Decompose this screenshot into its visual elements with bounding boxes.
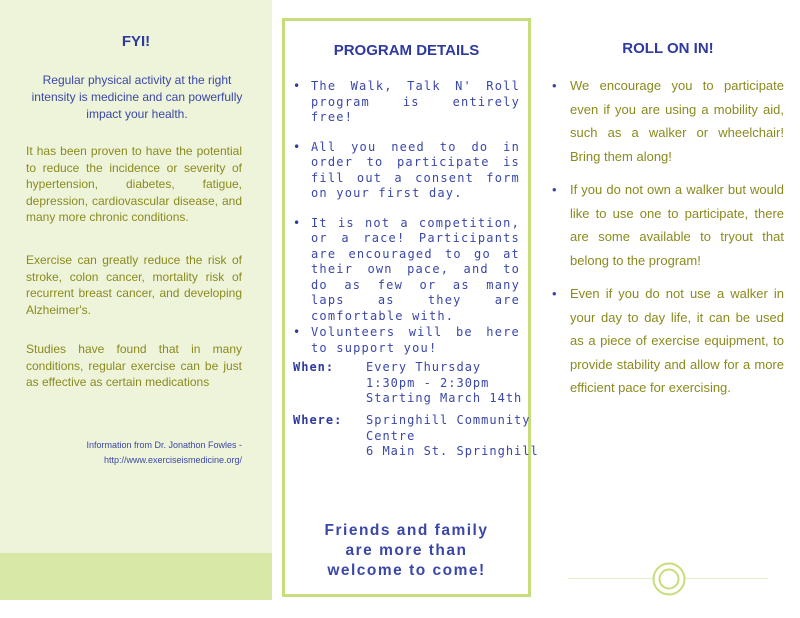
list-item: • Volunteers will be here to support you!	[293, 325, 520, 355]
credit-url: http://www.exerciseismedicine.org/	[103, 455, 242, 465]
credit-line: Information from Dr. Jonathon Fowles -	[86, 440, 242, 450]
fyi-title: FYI!	[121, 33, 151, 50]
bullet-icon: •	[552, 78, 557, 93]
program-title: PROGRAM DETAILS	[333, 42, 480, 59]
bullet-icon: •	[552, 182, 557, 197]
bullet-icon: •	[293, 139, 302, 154]
bullet-icon: •	[293, 215, 302, 230]
fyi-paragraph: Exercise can greatly reduce the risk of stroke, colon cancer, mortality risk of recurrent breast cancer, and developing Alzheimer's.	[26, 253, 242, 317]
footer-band	[0, 553, 272, 600]
list-item: • The Walk, Talk N' Roll program is entirely free!	[293, 79, 520, 124]
closing-message: Friends and family are more than welcome to come!	[324, 522, 489, 579]
source-credit	[60, 438, 242, 468]
fyi-intro: Regular physical activity at the right intensity is medicine and can powerfully impact your health.	[31, 73, 243, 121]
program-details-panel	[282, 18, 539, 597]
roll-title: ROLL ON IN!	[622, 40, 714, 57]
bullet-icon: •	[293, 79, 302, 93]
fyi-panel	[0, 0, 272, 600]
bullet-icon: •	[552, 286, 557, 301]
when-value: Every Thursday 1:30pm - 2:30pm Starting March 14th	[366, 360, 523, 405]
concentric-circles-icon	[652, 562, 686, 596]
fyi-paragraph: It has been proven to have the potential to reduce the incidence or severity of hypertension, diabetes, fatigue, depression, cardiovascular disease, and many more chronic conditions.	[26, 144, 242, 224]
list-item: • We encourage you to participate even if you are using a mobility aid, such as a walker or wheelchair! Bring them along!	[552, 74, 784, 168]
where-label: Where:	[293, 413, 343, 427]
bullet-icon: •	[293, 325, 302, 339]
where-value: Springhill Community Centre 6 Main St. Springhill	[366, 413, 539, 458]
fyi-paragraph: Studies have found that in many conditions, regular exercise can be just as effective as certain medications	[26, 342, 242, 389]
list-item: • It is not a competition, or a race! Participants are encouraged to go at their own pace, and to do as few or as many laps as they are comfortable with.	[293, 215, 520, 323]
roll-bullets	[552, 74, 784, 400]
list-item: • All you need to do in order to participate is fill out a consent form on your first day.	[293, 139, 520, 200]
program-bullets	[285, 79, 528, 356]
list-item: • If you do not own a walker but would like to use one to participate, there are some available to tryout that belong to the program!	[552, 178, 784, 272]
list-item: • Even if you do not use a walker in your day to day life, it can be used as a piece of exercise equipment, to provide stability and allow for a more efficient pace for exercising.	[552, 282, 784, 400]
when-label: When:	[293, 360, 335, 374]
